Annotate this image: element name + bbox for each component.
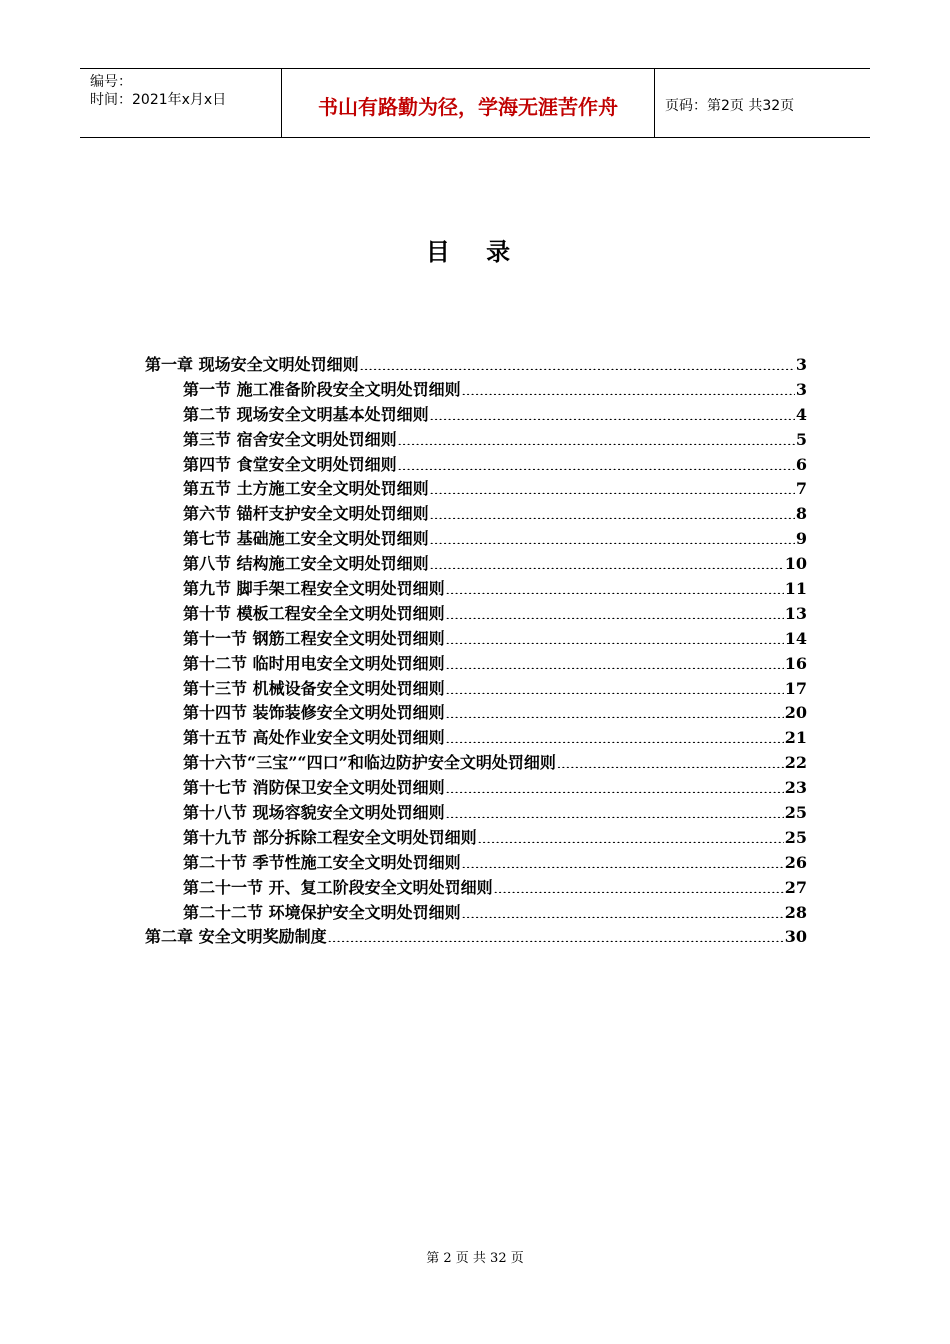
toc-entry-title: 第九节 脚手架工程安全文明处罚细则 [183, 579, 445, 599]
header-motto-cell [281, 69, 655, 137]
toc-title: 目 录 [425, 238, 525, 266]
toc-entry-page-number: 21 [784, 728, 807, 748]
toc-entry-page-number: 10 [784, 554, 807, 574]
toc-dot-leader [430, 478, 795, 494]
toc-entry-title: 第二十一节 开、复工阶段安全文明处罚细则 [183, 877, 493, 897]
toc-dot-leader [446, 653, 784, 669]
toc-entry-page-number: 5 [795, 429, 807, 449]
toc-entry-page-number: 23 [784, 778, 807, 798]
toc-section-entry[interactable] [145, 775, 807, 800]
toc-dot-leader [446, 603, 784, 619]
toc-entry-title: 第三节 宿舍安全文明处罚细则 [183, 429, 397, 449]
toc-dot-leader [478, 827, 784, 843]
toc-entry-page-number: 17 [784, 678, 807, 698]
toc-chapter-entry[interactable] [145, 352, 807, 377]
toc-entry-page-number: 13 [784, 603, 807, 623]
toc-entry-page-number: 22 [784, 753, 807, 773]
toc-entry-title: 第八节 结构施工安全文明处罚细则 [183, 554, 429, 574]
toc-entry-page-number: 30 [784, 927, 807, 947]
toc-entry-page-number: 3 [795, 355, 807, 374]
toc-chapter-entry[interactable] [145, 924, 807, 949]
toc-dot-leader [360, 354, 795, 370]
toc-entry-title: 第十二节 临时用电安全文明处罚细则 [183, 653, 445, 673]
toc-section-entry[interactable] [145, 651, 807, 676]
toc-section-entry[interactable] [145, 551, 807, 576]
document-number-label: 编号： [90, 74, 132, 90]
toc-entry-page-number: 3 [795, 379, 807, 399]
toc-entry-title: 第十节 模板工程安全全文明处罚细则 [183, 603, 445, 623]
toc-entry-title: 第十三节 机械设备安全文明处罚细则 [183, 678, 445, 698]
page-footer: 第 2 页 共 32 页 [426, 1251, 524, 1266]
document-time-label: 时间：2021年x月x日 [90, 92, 227, 108]
toc-dot-leader [557, 752, 784, 768]
toc-entry-page-number: 25 [784, 827, 807, 847]
toc-entry-title: 第十五节 高处作业安全文明处罚细则 [183, 728, 445, 748]
toc-dot-leader [430, 553, 784, 569]
toc-entry-title: 第二章 安全文明奖励制度 [145, 927, 327, 947]
toc-section-entry[interactable] [145, 850, 807, 875]
toc-entry-page-number: 14 [784, 628, 807, 648]
toc-entry-title: 第六节 锚杆支护安全文明处罚细则 [183, 504, 429, 524]
page-header [80, 68, 870, 138]
header-meta-cell [80, 69, 280, 137]
toc-dot-leader [446, 727, 784, 743]
toc-dot-leader [430, 503, 795, 519]
toc-section-entry[interactable] [145, 452, 807, 477]
toc-entry-page-number: 7 [795, 479, 807, 499]
header-page-info: 页码：第2页 共32页 [665, 98, 795, 114]
toc-section-entry[interactable] [145, 900, 807, 925]
toc-section-entry[interactable] [145, 825, 807, 850]
toc-section-entry[interactable] [145, 875, 807, 900]
toc-entry-title: 第五节 土方施工安全文明处罚细则 [183, 479, 429, 499]
toc-section-entry[interactable] [145, 676, 807, 701]
toc-section-entry[interactable] [145, 725, 807, 750]
toc-dot-leader [446, 628, 784, 644]
toc-entry-page-number: 28 [784, 902, 807, 922]
toc-section-entry[interactable] [145, 800, 807, 825]
toc-section-entry[interactable] [145, 476, 807, 501]
toc-section-entry[interactable] [145, 700, 807, 725]
table-of-contents [145, 352, 807, 949]
toc-entry-title: 第十八节 现场容貌安全文明处罚细则 [183, 803, 445, 823]
toc-entry-title: 第一节 施工准备阶段安全文明处罚细则 [183, 379, 461, 399]
toc-section-entry[interactable] [145, 427, 807, 452]
toc-entry-page-number: 27 [784, 877, 807, 897]
toc-entry-page-number: 6 [795, 454, 807, 474]
toc-entry-title: 第二节 现场安全文明基本处罚细则 [183, 404, 429, 424]
toc-section-entry[interactable] [145, 750, 807, 775]
toc-entry-page-number: 8 [795, 504, 807, 524]
toc-dot-leader [430, 404, 795, 420]
toc-dot-leader [462, 902, 784, 918]
toc-section-entry[interactable] [145, 626, 807, 651]
toc-section-entry[interactable] [145, 501, 807, 526]
toc-dot-leader [462, 852, 784, 868]
toc-entry-page-number: 16 [784, 653, 807, 673]
toc-section-entry[interactable] [145, 402, 807, 427]
toc-dot-leader [462, 379, 795, 395]
toc-entry-page-number: 11 [784, 579, 807, 599]
header-page-cell [655, 69, 870, 137]
toc-dot-leader [398, 429, 795, 445]
toc-entry-page-number: 4 [795, 404, 807, 424]
toc-entry-page-number: 20 [784, 703, 807, 723]
toc-dot-leader [328, 926, 784, 942]
toc-dot-leader [446, 777, 784, 793]
toc-entry-page-number: 25 [784, 803, 807, 823]
toc-section-entry[interactable] [145, 526, 807, 551]
toc-entry-title: 第二十二节 环境保护安全文明处罚细则 [183, 902, 461, 922]
toc-entry-title: 第七节 基础施工安全文明处罚细则 [183, 529, 429, 549]
toc-entry-title: 第一章 现场安全文明处罚细则 [145, 355, 359, 374]
toc-entry-page-number: 26 [784, 852, 807, 872]
toc-entry-title: 第二十节 季节性施工安全文明处罚细则 [183, 852, 461, 872]
header-motto: 书山有路勤为径，学海无涯苦作舟 [318, 95, 618, 119]
toc-section-entry[interactable] [145, 601, 807, 626]
toc-dot-leader [446, 702, 784, 718]
toc-dot-leader [398, 454, 795, 470]
toc-entry-title: 第十六节“三宝”“四口”和临边防护安全文明处罚细则 [183, 753, 556, 773]
toc-entry-title: 第十九节 部分拆除工程安全文明处罚细则 [183, 827, 477, 847]
toc-dot-leader [494, 877, 784, 893]
toc-entry-page-number: 9 [795, 529, 807, 549]
toc-dot-leader [446, 578, 784, 594]
toc-entry-title: 第十七节 消防保卫安全文明处罚细则 [183, 778, 445, 798]
toc-entry-title: 第十一节 钢筋工程安全文明处罚细则 [183, 628, 445, 648]
toc-section-entry[interactable] [145, 377, 807, 402]
toc-dot-leader [446, 678, 784, 694]
toc-entry-title: 第四节 食堂安全文明处罚细则 [183, 454, 397, 474]
toc-section-entry[interactable] [145, 576, 807, 601]
toc-entry-title: 第十四节 装饰装修安全文明处罚细则 [183, 703, 445, 723]
toc-dot-leader [446, 802, 784, 818]
toc-dot-leader [430, 528, 795, 544]
